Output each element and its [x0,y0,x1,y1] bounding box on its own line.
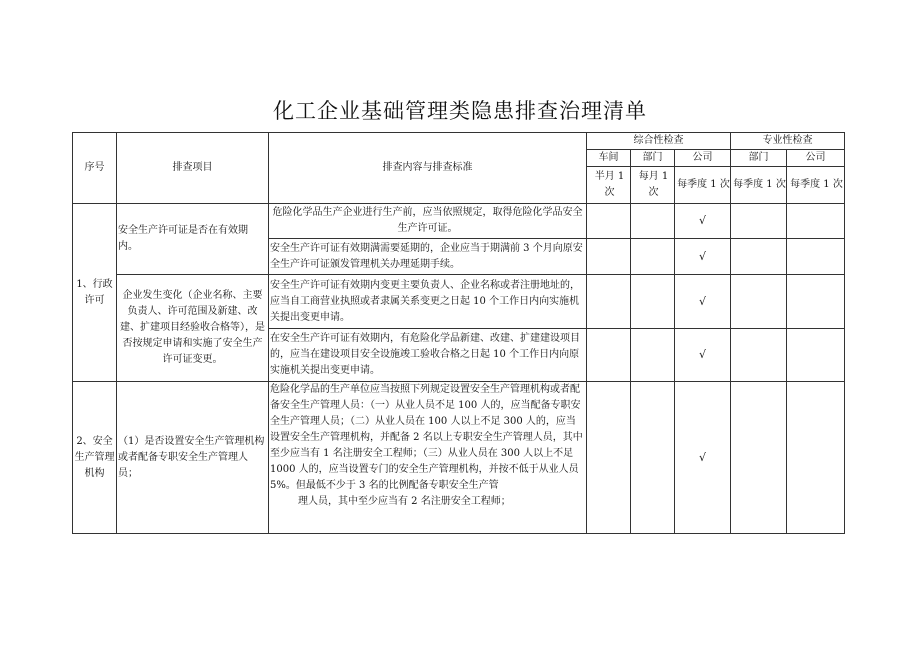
checklist-table [72,132,845,534]
section1-row1-check: √ [675,204,731,239]
header-seq: 序号 [73,133,117,204]
section2-item: （1）是否设置安全生产管理机构或者配备专职安全生产管理人员； [117,382,269,534]
section1-row1-content: 危险化学品生产企业进行生产前，应当依照规定，取得危险化学品安全生产许可证。 [269,204,587,239]
header-item: 排查项目 [117,133,269,204]
section2-content-tail: 理人员，其中至少应当有 2 名注册安全工程师； [298,496,511,507]
header-comprehensive: 综合性检查 [587,133,731,150]
section1-item-a: 安全生产许可证是否在有效期内。 [117,204,269,275]
header-dept-professional: 部门 [731,150,787,167]
header-professional: 专业性检查 [731,133,845,150]
header-content: 排查内容与排查标准 [269,133,587,204]
table-row [73,204,845,239]
header-company-professional: 公司 [787,150,845,167]
table-row [73,275,845,329]
section2-content: 危险化学品的生产单位应当按照下列规定设置安全生产管理机构或者配备安全生产管理人员：（一）从业人员不足 100 人的，应当配备专职安全生产管理人员；（二）从业人员在 100 人以上不足 300 人的，应当设置安全生产管理机构，并配备 2 名以上专职安全生产管理人员，其中至少应当有 1 名注册安全工程师；（三）从业人员在 300 人以上不足 1000 人的，应当设置专门的安全生产管理机构，并按不低于从业人员 5%。但最低不少于 3 名的比例配备专职安全生产管 [270,384,583,491]
section1-row2-content: 安全生产许可证有效期满需要延期的，企业应当于期满前 3 个月向原安全生产许可证颁发管理机关办理延期手续。 [269,239,587,275]
section1-row2-check: √ [675,239,731,275]
section2-check: √ [675,382,731,534]
freq-company: 每季度 1 次 [675,167,731,204]
section1-seq: 1、行政许可 [73,204,117,382]
section1-row4-check: √ [675,329,731,382]
header-workshop: 车间 [587,150,631,167]
section1-row3-check: √ [675,275,731,329]
section1-item-b: 企业发生变化（企业名称、主要负责人、许可范围及新建、改建、扩建项目经验收合格等），是否按规定申请和实施了安全生产许可证变更。 [117,275,269,382]
header-dept: 部门 [631,150,675,167]
section1-row3-content: 安全生产许可证有效期内变更主要负责人、企业名称或者注册地址的，应当自工商营业执照或者隶属关系变更之日起 10 个工作日内向实施机关提出变更申请。 [269,275,587,329]
header-company: 公司 [675,150,731,167]
freq-company-professional: 每季度 1 次 [787,167,845,204]
freq-dept: 每月 1 次 [631,167,675,204]
freq-workshop: 半月 1 次 [587,167,631,204]
table-row [73,382,845,534]
freq-dept-professional: 每季度 1 次 [731,167,787,204]
section1-row4-content: 在安全生产许可证有效期内，有危险化学品新建、改建、扩建建设项目的，应当在建设项目安全设施竣工验收合格之日起 10 个工作日内向原实施机关提出变更申请。 [269,329,587,382]
page-title: 化工企业基础管理类隐患排查治理清单 [273,99,647,123]
section2-seq: 2、安全生产管理机构 [73,382,117,534]
